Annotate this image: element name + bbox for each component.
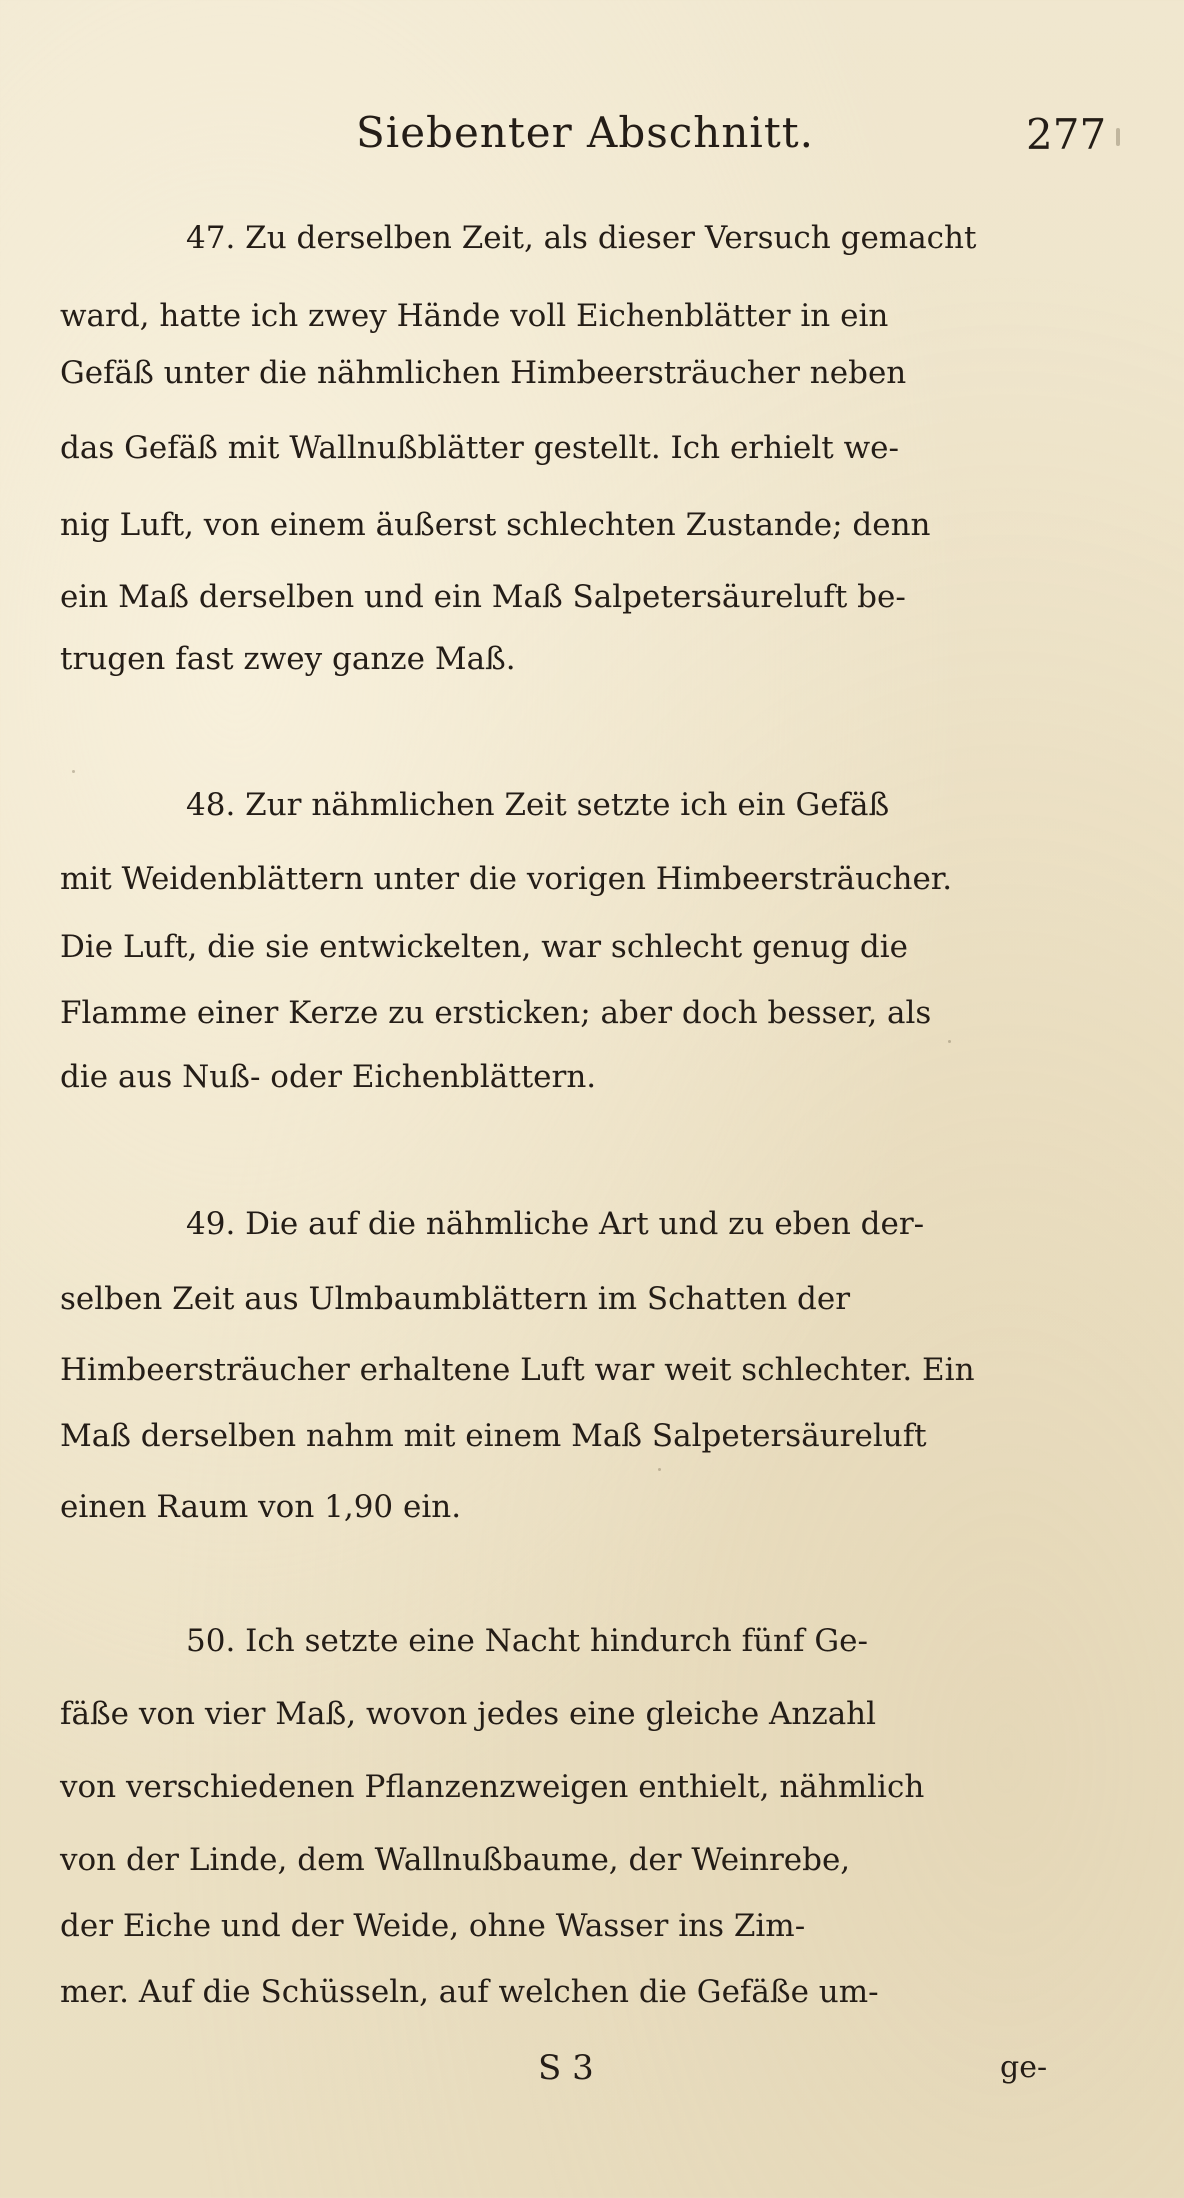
text-line: 47. Zu derselben Zeit, als dieser Versuch gemacht [186, 220, 977, 256]
text-line: Gefäß unter die nähmlichen Himbeersträucher neben [60, 355, 907, 391]
running-head: Siebenter Abschnitt. [356, 108, 814, 157]
text-line: das Gefäß mit Wallnußblätter gestellt. Ich erhielt we- [60, 430, 899, 466]
text-line: ward, hatte ich zwey Hände voll Eichenblätter in ein [60, 298, 889, 334]
signature-mark: S 3 [538, 2048, 594, 2088]
text-line: Flamme einer Kerze zu ersticken; aber doch besser, als [60, 995, 932, 1031]
text-line: 49. Die auf die nähmliche Art und zu eben der- [186, 1206, 925, 1242]
text-line: mer. Auf die Schüsseln, auf welchen die Gefäße um- [60, 1974, 879, 2010]
text-line: nig Luft, von einem äußerst schlechten Zustande; denn [60, 507, 931, 543]
text-line: trugen fast zwey ganze Maß. [60, 641, 516, 677]
paper-speck [1116, 128, 1120, 146]
text-line: die aus Nuß- oder Eichenblättern. [60, 1059, 597, 1095]
text-line: selben Zeit aus Ulmbaumblättern im Schatten der [60, 1281, 851, 1317]
paper-speck [72, 770, 75, 773]
text-line: mit Weidenblättern unter die vorigen Himbeersträucher. [60, 861, 953, 897]
text-line: fäße von vier Maß, wovon jedes eine gleiche Anzahl [60, 1696, 877, 1732]
text-line: von verschiedenen Pflanzenzweigen enthielt, nähmlich [60, 1769, 925, 1805]
text-line: von der Linde, dem Wallnußbaume, der Weinrebe, [60, 1842, 851, 1878]
page-number: 277 [1026, 110, 1107, 159]
text-line: Himbeersträucher erhaltene Luft war weit schlechter. Ein [60, 1352, 975, 1388]
text-line: der Eiche und der Weide, ohne Wasser ins Zim- [60, 1908, 806, 1944]
text-line: Maß derselben nahm mit einem Maß Salpetersäureluft [60, 1418, 927, 1454]
text-line: einen Raum von 1,90 ein. [60, 1489, 462, 1525]
paper-speck [658, 1468, 661, 1471]
text-line: Die Luft, die sie entwickelten, war schlecht genug die [60, 929, 908, 965]
text-line: ein Maß derselben und ein Maß Salpetersäureluft be- [60, 579, 906, 615]
text-line: 48. Zur nähmlichen Zeit setzte ich ein Gefäß [186, 787, 890, 823]
text-line: 50. Ich setzte eine Nacht hindurch fünf Ge- [186, 1623, 868, 1659]
catchword: ge- [1000, 2050, 1048, 2085]
paper-speck [948, 1040, 951, 1043]
